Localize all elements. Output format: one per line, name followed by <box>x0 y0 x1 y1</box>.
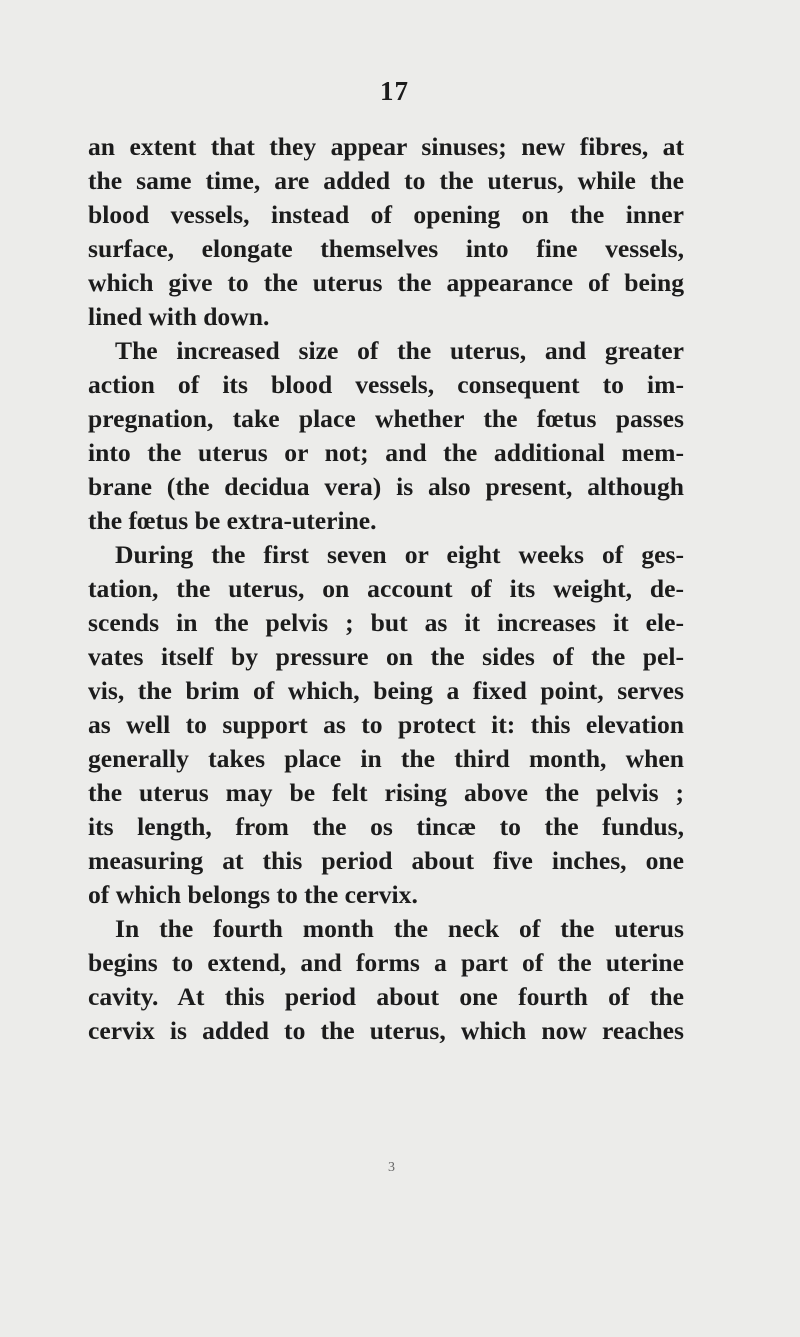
text-line: cervix is added to the uterus, which now reaches <box>88 1016 684 1045</box>
text-line: generally takes place in the third month, when <box>88 744 684 773</box>
text-line: of which belongs to the cervix. <box>88 880 418 909</box>
text-line: vates itself by pressure on the sides of the pel- <box>88 642 684 671</box>
text-line: surface, elongate themselves into fine vessels, <box>88 234 684 263</box>
paragraph-first-line: During the first seven or eight weeks of ges- <box>115 540 684 569</box>
signature-mark: 3 <box>388 1160 395 1175</box>
page-number: 17 <box>380 76 409 106</box>
text-line: pregnation, take place whether the fœtus passes <box>88 404 684 433</box>
text-line: scends in the pelvis ; but as it increases it ele- <box>88 608 684 637</box>
paragraph-first-line: The increased size of the uterus, and greater <box>115 336 684 365</box>
text-line: begins to extend, and forms a part of the uterine <box>88 948 684 977</box>
text-line: measuring at this period about five inches, one <box>88 846 684 875</box>
text-line: the uterus may be felt rising above the pelvis ; <box>88 778 684 807</box>
text-line: lined with down. <box>88 302 270 331</box>
text-line: the same time, are added to the uterus, while the <box>88 166 684 195</box>
text-line: which give to the uterus the appearance of being <box>88 268 684 297</box>
text-line: into the uterus or not; and the additional mem- <box>88 438 684 467</box>
text-line: the fœtus be extra-uterine. <box>88 506 377 535</box>
text-line: action of its blood vessels, consequent to im- <box>88 370 684 399</box>
paragraph-first-line: In the fourth month the neck of the uterus <box>115 914 684 943</box>
text-line: brane (the decidua vera) is also present, although <box>88 472 684 501</box>
text-line: as well to support as to protect it: this elevation <box>88 710 684 739</box>
text-line: its length, from the os tincæ to the fundus, <box>88 812 684 841</box>
text-line: blood vessels, instead of opening on the inner <box>88 200 684 229</box>
text-line: an extent that they appear sinuses; new fibres, at <box>88 132 684 161</box>
text-line: tation, the uterus, on account of its weight, de- <box>88 574 684 603</box>
text-line: cavity. At this period about one fourth of the <box>88 982 684 1011</box>
text-line: vis, the brim of which, being a fixed point, serves <box>88 676 684 705</box>
